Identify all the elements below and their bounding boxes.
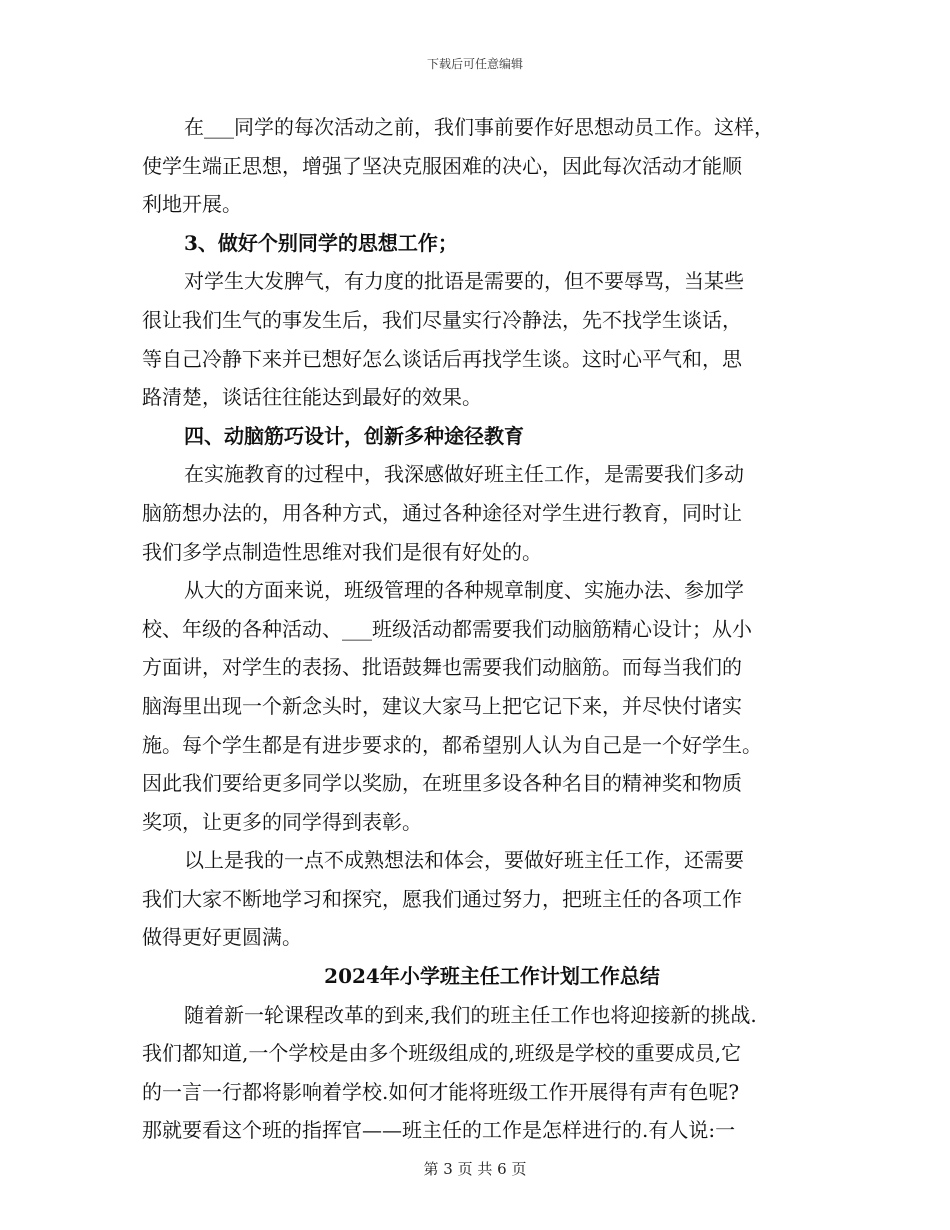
paragraph-line: 对学生大发脾气，有力度的批语是需要的，但不要辱骂，当某些	[184, 269, 744, 294]
paragraph-line: 方面讲，对学生的表扬、批语鼓舞也需要我们动脑筋。而每当我们的	[142, 655, 742, 680]
paragraph-line: 随着新一轮课程改革的到来,我们的班主任工作也将迎接新的挑战.	[184, 1002, 757, 1027]
paragraph-line: 的一言一行都将影响着学校.如何才能将班级工作开展得有声有色呢?	[142, 1079, 740, 1104]
paragraph-line: 使学生端正思想，增强了坚决克服困难的决心，因此每次活动才能顺	[142, 153, 742, 178]
paragraph-line: 路清楚，谈话往往能达到最好的效果。	[142, 385, 482, 410]
document-title: 2024年小学班主任工作计划工作总结	[324, 964, 660, 989]
paragraph-line: 因此我们要给更多同学以奖励，在班里多设各种名目的精神奖和物质	[142, 771, 742, 796]
paragraph-line: 我们大家不断地学习和探究，愿我们通过努力，把班主任的各项工作	[142, 886, 742, 911]
paragraph-line: 奖项，让更多的同学得到表彰。	[142, 809, 422, 834]
paragraph-line: 从大的方面来说，班级管理的各种规章制度、实施办法、参加学	[184, 578, 744, 603]
paragraph-line: 等自己冷静下来并已想好怎么谈话后再找学生谈。这时心平气和，思	[142, 346, 742, 371]
paragraph-line: 利地开展。	[142, 192, 242, 217]
paragraph-line: 我们多学点制造性思维对我们是很有好处的。	[142, 539, 542, 564]
paragraph-line: 我们都知道,一个学校是由多个班级组成的,班级是学校的重要成员,它	[142, 1041, 742, 1066]
paragraph-line: 很让我们生气的事发生后，我们尽量实行冷静法，先不找学生谈话，	[142, 307, 742, 332]
paragraph-line: 那就要看这个班的指挥官——班主任的工作是怎样进行的.有人说:一	[142, 1118, 736, 1143]
paragraph-line: 做得更好更圆满。	[142, 925, 302, 950]
paragraph-line: 以上是我的一点不成熟想法和体会，要做好班主任工作，还需要	[184, 848, 744, 873]
paragraph-line: 在___同学的每次活动之前，我们事前要作好思想动员工作。这样，	[184, 115, 774, 139]
section-heading: 3、做好个别同学的思想工作；	[184, 230, 458, 255]
page-number: 第 3 页 共 6 页	[423, 1160, 527, 1178]
paragraph-line: 施。每个学生都是有进步要求的，都希望别人认为自己是一个好学生。	[142, 732, 762, 757]
paragraph-line: 脑筋想办法的，用各种方式，通过各种途径对学生进行教育，同时让	[142, 500, 742, 525]
document-body	[142, 108, 802, 1150]
page-header: 下载后可任意编辑	[426, 57, 523, 71]
section-heading: 四、动脑筋巧设计，创新多种途径教育	[184, 423, 524, 448]
paragraph-line: 在实施教育的过程中，我深感做好班主任工作，是需要我们多动	[184, 462, 744, 487]
paragraph-line: 校、年级的各种活动、___班级活动都需要我们动脑筋精心设计；从小	[142, 616, 752, 641]
paragraph-line: 脑海里出现一个新念头时，建议大家马上把它记下来，并尽快付诸实	[142, 693, 742, 718]
